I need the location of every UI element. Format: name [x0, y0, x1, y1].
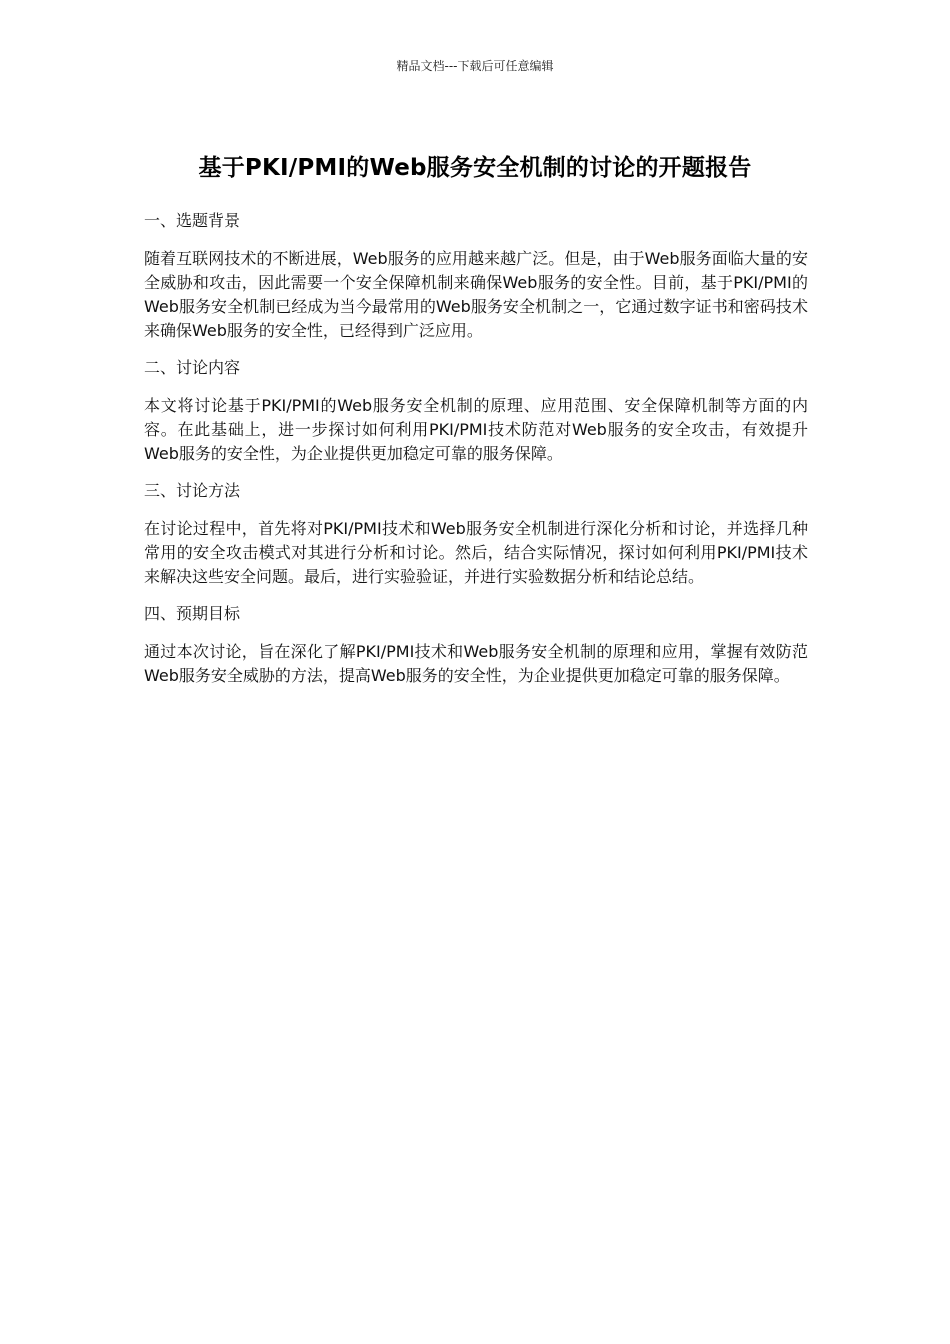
section-heading-background: 一、选题背景 — [144, 211, 241, 230]
document-title: 基于PKI/PMI的Web服务安全机制的讨论的开题报告 — [198, 155, 752, 182]
section-heading-content: 二、讨论内容 — [144, 358, 241, 377]
section-paragraph-content: 本文将讨论基于PKI/PMI的Web服务安全机制的原理、应用范围、安全保障机制等方面的内容。在此基础上，进一步探讨如何利用PKI/PMI技术防范对Web服务的安全攻击，有效提升Web服务的安全性，为企业提供更加稳定可靠的服务保障。 — [144, 396, 808, 463]
section-heading-method: 三、讨论方法 — [144, 481, 241, 500]
section-paragraph-method: 在讨论过程中，首先将对PKI/PMI技术和Web服务安全机制进行深化分析和讨论，并选择几种常用的安全攻击模式对其进行分析和讨论。然后，结合实际情况，探讨如何利用PKI/PMI技术来解决这些安全问题。最后，进行实验验证，并进行实验数据分析和结论总结。 — [144, 519, 808, 586]
section-heading-goals: 四、预期目标 — [144, 604, 241, 623]
document-body — [144, 209, 808, 701]
page-header-note: 精品文档---下载后可任意编辑 — [396, 59, 554, 73]
section-paragraph-background: 随着互联网技术的不断进展，Web服务的应用越来越广泛。但是，由于Web服务面临大量的安全威胁和攻击，因此需要一个安全保障机制来确保Web服务的安全性。目前，基于PKI/PMI的Web服务安全机制已经成为当今最常用的Web服务安全机制之一，它通过数字证书和密码技术来确保Web服务的安全性，已经得到广泛应用。 — [144, 249, 808, 340]
section-paragraph-goals: 通过本次讨论，旨在深化了解PKI/PMI技术和Web服务安全机制的原理和应用，掌握有效防范Web服务安全威胁的方法，提高Web服务的安全性，为企业提供更加稳定可靠的服务保障。 — [144, 642, 808, 685]
